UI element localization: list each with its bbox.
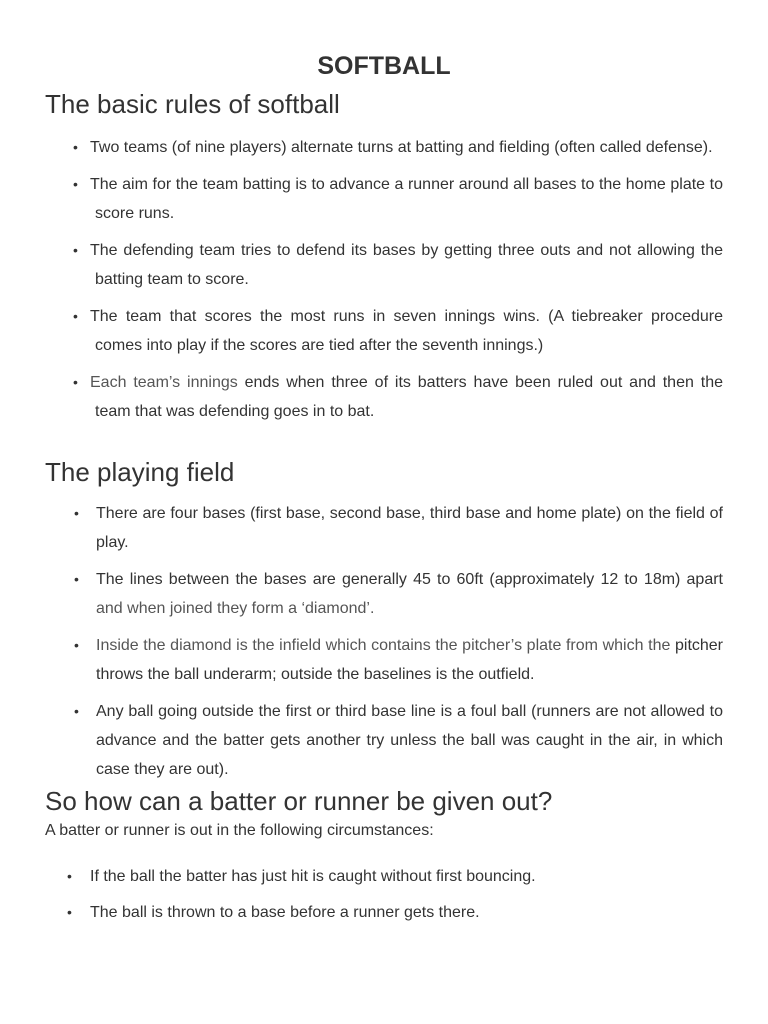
list-item: • The lines between the bases are generally 45 to 60ft (approximately 12 to 18m) apart and when joined they form a ‘diamond’.: [96, 565, 723, 623]
bullet-icon: •: [74, 637, 79, 653]
list-item: • The defending team tries to defend its bases by getting three outs and not allowing the batting team to score.: [90, 236, 723, 294]
list-item: • There are four bases (first base, second base, third base and home plate) on the field of play.: [96, 499, 723, 557]
bullet-icon: •: [67, 904, 72, 920]
document-title: SOFTBALL: [317, 52, 451, 80]
bullet-icon: •: [73, 308, 78, 324]
section-heading-playing-field: The playing field: [45, 457, 235, 487]
bullet-icon: •: [74, 571, 79, 587]
list-item: • Any ball going outside the first or third base line is a foul ball (runners are not allowed to advance and the batter gets another try unless the ball was caught in the air, in which case they are out).: [96, 697, 723, 784]
list-item: • The team that scores the most runs in seven innings wins. (A tiebreaker procedure comes into play if the scores are tied after the seventh innings.): [90, 302, 723, 360]
list-item: • Two teams (of nine players) alternate turns at batting and fielding (often called defense).: [90, 133, 723, 162]
bullet-icon: •: [73, 374, 78, 390]
section-heading-basic-rules: The basic rules of softball: [45, 89, 340, 119]
bullet-icon: •: [74, 703, 79, 719]
bullet-icon: •: [73, 176, 78, 192]
list-item: • Each team’s innings ends when three of its batters have been ruled out and then the team that was defending goes in to bat.: [90, 368, 723, 426]
section-intro: A batter or runner is out in the following circumstances:: [45, 822, 434, 839]
list-item: • The aim for the team batting is to advance a runner around all bases to the home plate to score runs.: [90, 170, 723, 228]
basic-rules-list: [73, 133, 723, 426]
section-heading-batter-out: So how can a batter or runner be given out?: [45, 786, 553, 816]
list-item: • The ball is thrown to a base before a runner gets there.: [90, 898, 723, 927]
bullet-icon: •: [67, 868, 72, 884]
bullet-icon: •: [74, 505, 79, 521]
bullet-icon: •: [73, 139, 78, 155]
playing-field-list: [74, 499, 724, 784]
list-item: • Inside the diamond is the infield which contains the pitcher’s plate from which the pitcher throws the ball underarm; outside the baselines is the outfield.: [96, 631, 723, 689]
out-circumstances-list: [67, 862, 723, 927]
list-item: • If the ball the batter has just hit is caught without first bouncing.: [90, 862, 723, 891]
bullet-icon: •: [73, 242, 78, 258]
